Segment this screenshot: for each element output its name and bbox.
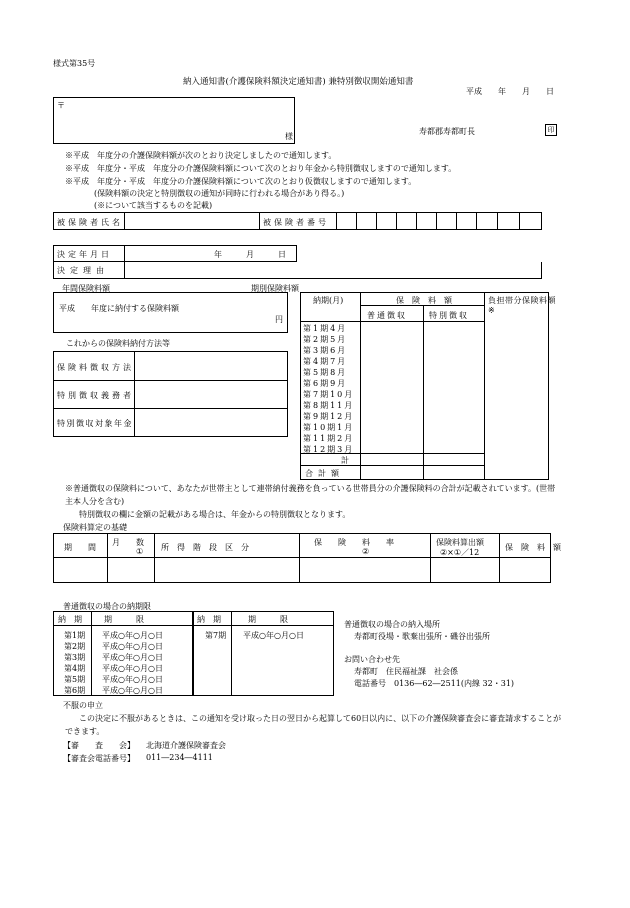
due-period: 第7期 xyxy=(205,631,227,640)
due-deadline: 平成○年○月○日 xyxy=(102,642,163,651)
period-row: 第8期11月 xyxy=(303,401,355,410)
sama-label: 様 xyxy=(285,132,293,141)
total-label: 合計額 xyxy=(305,469,344,478)
due-h-deadline-right: 期 限 xyxy=(248,615,288,624)
contact-phone: 電話番号 0136―62―2511(内線 32・31) xyxy=(354,679,515,688)
insured-row xyxy=(53,212,542,230)
due-row xyxy=(64,630,189,641)
calc-col-formula-top: 保険料算出額 xyxy=(436,538,484,547)
col-premium-header: 保 険 料 額 xyxy=(396,296,452,305)
due-row xyxy=(64,641,189,652)
calc-heading: 保険料算定の基礎 xyxy=(63,523,127,532)
period-row: 第6期9月 xyxy=(303,379,348,388)
period-row: 第5期8月 xyxy=(303,368,348,377)
period-row: 第3期6月 xyxy=(303,346,348,355)
contact-heading: お問い合わせ先 xyxy=(344,655,400,664)
annual-line: 平成 年度に納付する保険料額 xyxy=(59,304,179,313)
due-left-list xyxy=(64,630,189,696)
calc-table xyxy=(53,533,561,583)
notice-line-2: ※平成 年度分・平成 年度分の介護保険料額について次のとおり年金から特別徴収しますので通知します。 xyxy=(65,164,457,173)
form-number: 様式第35号 xyxy=(53,59,96,68)
payment-method-row-3: 特別徴収対象年金 xyxy=(57,419,133,428)
pay-place-heading: 普通徴収の場合の納入場所 xyxy=(344,620,440,629)
payment-method-heading: これからの保険料納付方法等 xyxy=(66,339,170,348)
due-period: 第1期 xyxy=(64,631,86,640)
calc-col-rate-num: ② xyxy=(362,547,370,556)
appeal-text-1: この決定に不服があるときは、この通知を受け取った日の翌日から起算して60日以内に、以下の介護保険審査会に審査請求することが xyxy=(79,714,562,723)
calc-col-income: 所 得 階 段 区 分 xyxy=(161,543,249,552)
insured-number-label: 被保険者番号 xyxy=(263,218,329,227)
period-row: 第10期1月 xyxy=(303,423,355,432)
due-h-period-left: 納 期 xyxy=(58,615,82,624)
postal-mark: 〒 xyxy=(57,101,65,110)
issuer-name: 寿都郡寿都町長 xyxy=(419,127,475,136)
period-row: 第2期5月 xyxy=(303,335,348,344)
footnote-2: 主本人分を含む) xyxy=(65,497,125,506)
due-period: 第3期 xyxy=(64,653,86,662)
due-heading: 普通徴収の場合の納期限 xyxy=(63,602,151,611)
notice-line-1: ※平成 年度分の介護保険料額が次のとおり決定しましたので通知します。 xyxy=(65,151,337,160)
calc-col-rate: 保 険 料 率 xyxy=(314,538,394,547)
payment-method-row-2: 特別徴収義務者 xyxy=(57,391,134,400)
annual-yen: 円 xyxy=(275,315,283,324)
period-row: 第7期10月 xyxy=(303,390,355,399)
period-premium-label: 期別保険料額 xyxy=(251,284,299,293)
subtotal-label: 計 xyxy=(341,456,349,465)
seal-mark: 印 xyxy=(545,124,557,136)
contact-dept: 寿都町 住民福祉課 社会係 xyxy=(354,667,458,676)
due-period: 第6期 xyxy=(64,686,86,695)
decision-date-row xyxy=(53,245,297,262)
annual-box xyxy=(53,292,288,333)
payment-method-row-1: 保険料徴収方法 xyxy=(57,363,134,372)
col-burden-header: 負担帯分保険料額 xyxy=(488,296,556,305)
footnote-1: ※普通徴収の保険料について、あなたが世帯主として連帯納付義務を負っている世帯員分の介護保険料の合計が記載されています。(世帯 xyxy=(65,484,556,493)
due-right-list xyxy=(205,630,330,641)
annual-label: 年間保険料額 xyxy=(62,284,110,293)
board-phone-value: 011―234―4111 xyxy=(146,753,213,762)
notice-line-3: ※平成 年度分・平成 年度分の介護保険料額について次のとおり仮徴収しますので通知します。 xyxy=(65,177,417,186)
due-period: 第2期 xyxy=(64,642,86,651)
calc-col-months-num: ① xyxy=(136,547,144,556)
period-row: 第4期7月 xyxy=(303,357,348,366)
board-label: 【審 査 会】 xyxy=(63,741,135,750)
decision-date-label: 決定年月日 xyxy=(57,250,112,259)
due-row xyxy=(64,685,189,696)
insured-name-label: 被保険者氏名 xyxy=(57,218,123,227)
calc-col-months: 月 数 xyxy=(112,538,144,547)
due-deadline: 平成○年○月○日 xyxy=(102,631,163,640)
due-row xyxy=(205,630,330,641)
pay-place-value: 寿都町役場・歌棄出張所・磯谷出張所 xyxy=(354,632,490,641)
decision-reason-row xyxy=(53,262,542,279)
due-deadline: 平成○年○月○日 xyxy=(102,664,163,673)
due-table xyxy=(53,611,334,696)
notice-line-4: (保険料額の決定と特別徴収の通知が同時に行われる場合があり得る。) xyxy=(94,189,345,198)
period-row: 第9期12月 xyxy=(303,412,355,421)
calc-col-period: 期 間 xyxy=(64,543,96,552)
period-row: 第1期4月 xyxy=(303,324,348,333)
appeal-heading: 不服の申立 xyxy=(63,701,103,710)
due-deadline: 平成○年○月○日 xyxy=(243,631,304,640)
due-h-period-right: 納 期 xyxy=(197,615,221,624)
footnote-3: 特別徴収の欄に金額の記載がある場合は、年金からの特別徴収となります。 xyxy=(79,510,351,519)
col-ordinary-header: 普通徴収 xyxy=(367,311,407,320)
burden-mark: ※ xyxy=(488,306,495,315)
payment-method-table xyxy=(53,351,288,437)
issue-date: 平成 年 月 日 xyxy=(466,87,554,96)
due-deadline: 平成○年○月○日 xyxy=(102,686,163,695)
notice-line-5: (※について該当するものを記載) xyxy=(94,201,213,210)
decision-date-value: 年 月 日 xyxy=(214,250,286,259)
due-h-deadline-left: 期 限 xyxy=(104,615,144,624)
due-row xyxy=(64,652,189,663)
due-period: 第4期 xyxy=(64,664,86,673)
col-period-header: 納期(月) xyxy=(313,296,344,305)
due-row xyxy=(64,674,189,685)
col-special-header: 特別徴収 xyxy=(429,311,469,320)
page-title: 納入通知書(介護保険料額決定通知書) 兼特別徴収開始通知書 xyxy=(183,77,414,87)
period-row: 第12期3月 xyxy=(303,445,355,454)
calc-col-premium: 保 険 料 額 xyxy=(505,543,561,552)
address-box xyxy=(53,97,295,144)
board-value: 北海道介護保険審査会 xyxy=(146,741,226,750)
due-deadline: 平成○年○月○日 xyxy=(102,653,163,662)
decision-reason-label: 決定理由 xyxy=(57,266,109,275)
calc-col-formula-bottom: ②×①／12 xyxy=(440,548,480,557)
period-list xyxy=(303,323,359,455)
period-row: 第11期2月 xyxy=(303,434,355,443)
due-row xyxy=(64,663,189,674)
board-phone-label: 【審査会電話番号】 xyxy=(63,754,135,763)
appeal-text-2: できます。 xyxy=(65,727,105,736)
due-period: 第5期 xyxy=(64,675,86,684)
due-deadline: 平成○年○月○日 xyxy=(102,675,163,684)
period-premium-table xyxy=(300,292,556,480)
